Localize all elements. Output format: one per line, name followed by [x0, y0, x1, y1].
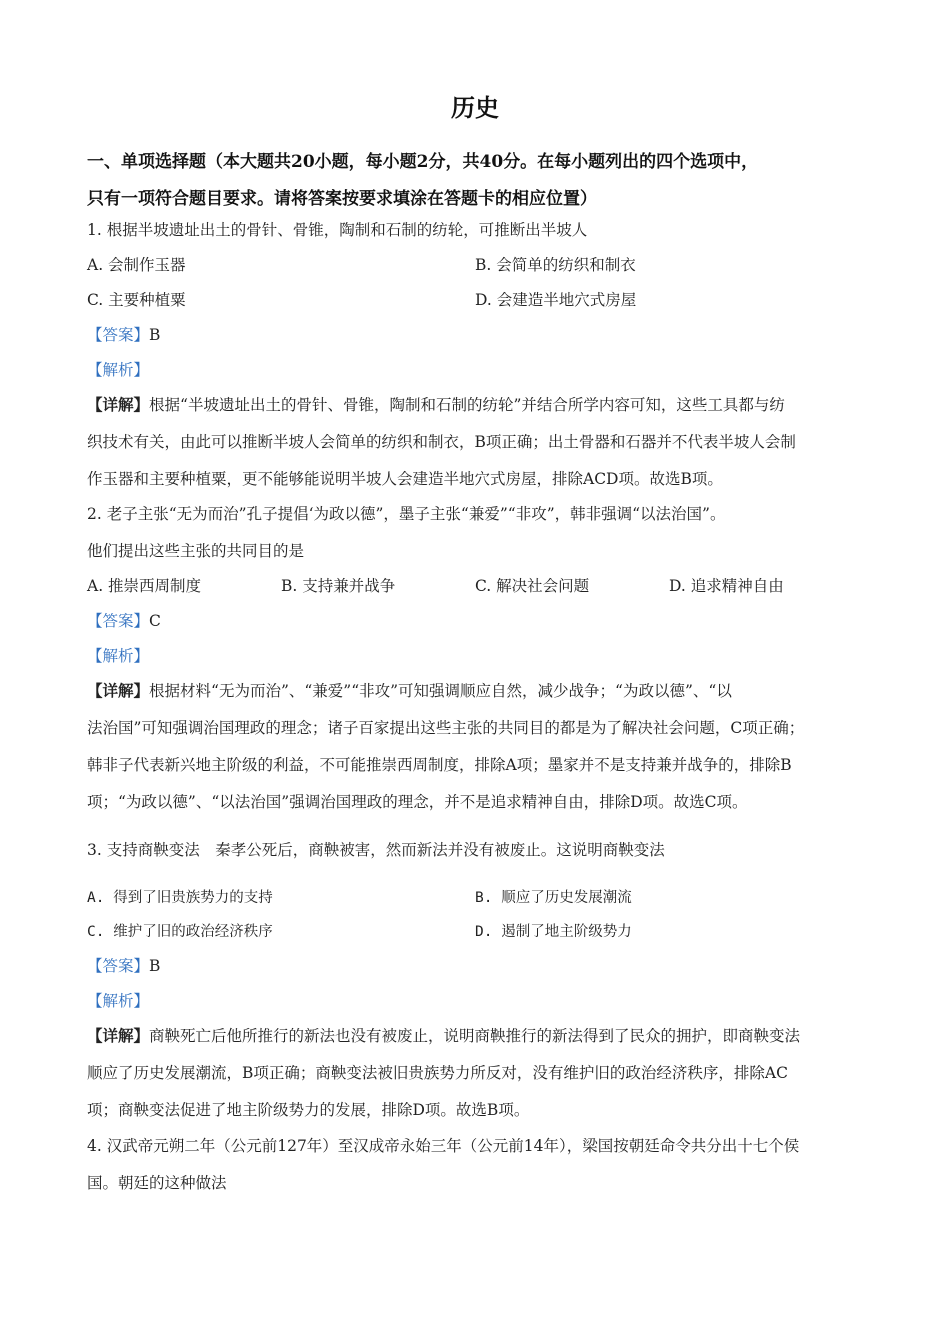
answer-tag: 【答案】 — [87, 326, 150, 344]
analysis-tag: 【解析】 — [87, 647, 150, 665]
q3-detail-line-1 — [87, 1026, 877, 1046]
q1-option-a: A. 会制作玉器 — [87, 256, 186, 274]
q2-detail-line-3: 韩非子代表新兴地主阶级的利益，不可能推崇西周制度，排除A项；墨家并不是支持兼并战争的，排除B — [87, 756, 792, 774]
q1-stem: 1. 根据半坡遗址出土的骨针、骨锥，陶制和石制的纺轮，可推断出半坡人 — [87, 221, 588, 239]
q1-answer: B — [149, 326, 161, 344]
detail-tag: 【详解】 — [87, 681, 150, 700]
q2-option-a: A. 推崇西周制度 — [87, 577, 202, 595]
q1-detail-line-1 — [87, 395, 877, 415]
analysis-tag: 【解析】 — [87, 992, 150, 1010]
q3-detail-text-1: 商鞅死亡后他所推行的新法也没有被废止，说明商鞅推行的新法得到了民众的拥护，即商鞅变法 — [149, 1027, 801, 1045]
q2-option-b: B. 支持兼并战争 — [281, 577, 396, 595]
answer-tag: 【答案】 — [87, 957, 150, 975]
q4-stem-line-1: 4. 汉武帝元朔二年（公元前127年）至汉成帝永始三年（公元前14年），梁国按朝廷命令共分出十七个侯 — [87, 1137, 800, 1155]
q2-analysis-line — [87, 646, 877, 666]
q1-option-d: D. 会建造半地穴式房屋 — [475, 291, 637, 309]
answer-tag: 【答案】 — [87, 612, 150, 630]
q2-option-d: D. 追求精神自由 — [669, 577, 784, 595]
q2-option-c: C. 解决社会问题 — [475, 577, 590, 595]
q3-detail-line-2: 顺应了历史发展潮流，B项正确；商鞅变法被旧贵族势力所反对，没有维护旧的政治经济秩序，排除AC — [87, 1064, 788, 1082]
q1-detail-line-3: 作玉器和主要种植粟，更不能够能说明半坡人会建造半地穴式房屋，排除ACD项。故选B项。 — [87, 470, 723, 488]
q3-option-a: A. 得到了旧贵族势力的支持 — [87, 890, 273, 906]
q1-analysis-line — [87, 360, 877, 380]
q3-detail-line-3: 项；商鞅变法促进了地主阶级势力的发展，排除D项。故选B项。 — [87, 1101, 530, 1119]
q1-detail-text-1: 根据“半坡遗址出土的骨针、骨锥，陶制和石制的纺轮”并结合所学内容可知，这些工具都与纺 — [149, 396, 785, 414]
detail-tag: 【详解】 — [87, 395, 150, 414]
q3-option-c: C. 维护了旧的政治经济秩序 — [87, 924, 273, 940]
q3-option-b: B. 顺应了历史发展潮流 — [475, 890, 632, 906]
q2-detail-line-1 — [87, 681, 877, 701]
q1-option-b: B. 会简单的纺织和制衣 — [475, 256, 636, 274]
q4-stem-line-2: 国。朝廷的这种做法 — [87, 1174, 227, 1192]
q2-detail-line-2: 法治国”可知强调治国理政的理念；诸子百家提出这些主张的共同目的都是为了解决社会问题，C项正确； — [87, 719, 805, 737]
q3-option-d: D. 遏制了地主阶级势力 — [475, 924, 632, 940]
q2-detail-text-1: 根据材料“无为而治”、“兼爱”“非攻”可知强调顺应自然，减少战争；“为政以德”、“以 — [149, 682, 732, 700]
q3-stem: 3. 支持商鞅变法 秦孝公死后，商鞅被害，然而新法并没有被废止。这说明商鞅变法 — [87, 841, 665, 859]
q3-answer-line — [87, 956, 877, 976]
q2-detail-line-4: 项；“为政以德”、“以法治国”强调治国理政的理念，并不是追求精神自由，排除D项。故选C项。 — [87, 793, 748, 811]
q1-answer-line — [87, 325, 877, 345]
q1-detail-line-2: 织技术有关，由此可以推断半坡人会简单的纺织和制衣，B项正确；出土骨器和石器并不代表半坡人会制 — [87, 433, 796, 451]
section-heading-line-1: 一、单项选择题（本大题共20小题，每小题2分，共40分。在每小题列出的四个选项中， — [87, 152, 759, 172]
q2-stem-line-2: 他们提出这些主张的共同目的是 — [87, 542, 305, 560]
q3-analysis-line — [87, 991, 877, 1011]
analysis-tag: 【解析】 — [87, 361, 150, 379]
q2-stem-line-1: 2. 老子主张“无为而治”孔子提倡‘为政以德”，墨子主张“兼爱”“非攻”，韩非强调“以法治国”。 — [87, 505, 726, 523]
q2-answer-line — [87, 611, 877, 631]
q2-answer: C — [149, 612, 161, 630]
section-heading-line-2: 只有一项符合题目要求。请将答案按要求填涂在答题卡的相应位置） — [87, 189, 597, 209]
detail-tag: 【详解】 — [87, 1026, 150, 1045]
q1-option-c: C. 主要种植粟 — [87, 291, 186, 309]
q3-answer: B — [149, 957, 161, 975]
page-title: 历史 — [451, 93, 499, 122]
